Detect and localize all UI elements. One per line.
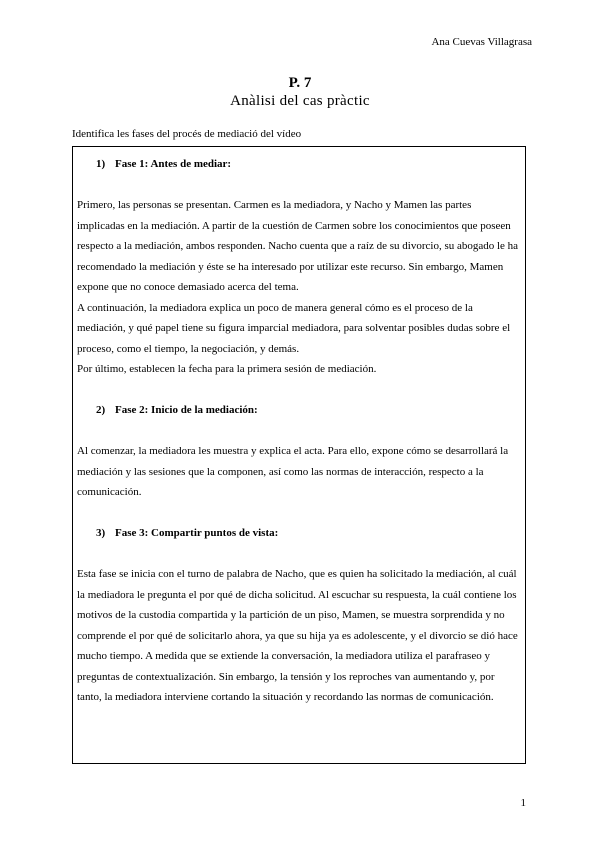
phases-box xyxy=(72,146,526,764)
page-number: 1 xyxy=(520,797,526,809)
phase-1-number: 1) xyxy=(96,158,106,170)
header-author: Ana Cuevas Villagrasa xyxy=(431,36,532,48)
phase-3-number: 3) xyxy=(96,527,106,539)
phase-1-paragraph-3: Por último, establecen la fecha para la primera sesión de mediación. xyxy=(77,363,377,375)
phase-3-heading xyxy=(77,523,521,544)
page-title: P. 7 xyxy=(288,75,312,91)
phase-1-heading xyxy=(77,154,521,175)
page-subtitle: Anàlisi del cas pràctic xyxy=(230,93,370,109)
instruction-text: Identifica les fases del procés de mediació del vídeo xyxy=(72,128,302,140)
phase-1-paragraph-1: Primero, las personas se presentan. Carmen es la mediadora, y Nacho y Mamen las partes implicadas en la mediación. A partir de la cuestión de Carmen sobre los conocimientos que poseen respecto a la mediación, ambos responden. Nacho cuenta que a raíz de su divorcio, su abogado le ha recomendado la mediación y éste se ha interesado por utilizar este recurso. Sin embargo, Mamen expone que no conoce demasiado acerca del tema. xyxy=(77,199,519,293)
title-block xyxy=(0,74,600,110)
phase-2-number: 2) xyxy=(96,404,106,416)
phase-3-title: Fase 3: Compartir puntos de vista: xyxy=(115,527,279,539)
phase-1-title: Fase 1: Antes de mediar: xyxy=(115,158,232,170)
phase-2-paragraph-1: Al comenzar, la mediadora les muestra y explica el acta. Para ello, expone cómo se desarrollará la mediación y las sesiones que la componen, así como las normas de interacción, respecto a la comunicación. xyxy=(77,445,509,498)
phase-2-title: Fase 2: Inicio de la mediación: xyxy=(115,404,258,416)
phase-3-paragraph-1: Esta fase se inicia con el turno de palabra de Nacho, que es quien ha solicitado la mediación, al cuál la mediadora le pregunta el por qué de dicha solicitud. Al escuchar su respuesta, la cuál contiene los motivos de la custodia compartida y la partición de un piso, Mamen, se muestra sorprendida y no comprende el por qué de solicitarlo ahora, ya que su hija ya es adolescente, y el divorcio se dió hace mucho tiempo. A medida que se extiende la conversación, la mediadora utiliza el parafraseo y preguntas de contextualización. Sin embargo, la tensión y los reproches van aumentando y, por tanto, la mediadora interviene cortando la situación y recordando las normas de comunicación. xyxy=(77,568,518,703)
phase-1-paragraph-2: A continuación, la mediadora explica un poco de manera general cómo es el proceso de la mediación, y qué papel tiene su figura imparcial mediadora, para solventar posibles dudas sobre el proceso, como el tiempo, la negociación, y demás. xyxy=(77,301,511,355)
phase-2-heading xyxy=(77,400,521,421)
